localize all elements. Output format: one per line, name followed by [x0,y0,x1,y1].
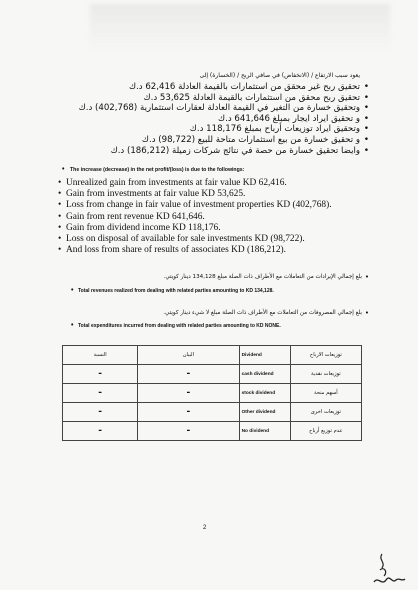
row-label-ar: عدم توزيع أرباح [290,422,361,441]
value-cell: - [186,426,191,436]
table-row [63,422,362,441]
arabic-item: • وايضا تحقيق خسارة من حصة في نتائج شركات زميلة (186,212) د.ك [60,146,360,157]
related-expenditures-arabic: • بلغ إجمالي المصروفات من التعاملات مع الأطراف ذات الصلة مبلغ لا شيء دينار كويتي. [163,310,362,316]
handwritten-signature [368,548,408,588]
value-cell: - [186,388,191,398]
value-cell: - [186,369,191,379]
header-dividend-en: Dividend [239,346,290,365]
english-item: • And loss from share of results of associates KD (186,212). [58,245,332,256]
percent-cell: - [98,426,102,436]
percent-cell: - [98,388,102,398]
english-intro: • The increase (decrease) in the net profit/(loss) is due to the followings: [70,167,244,173]
header-dividend-ar: توزيعات الارباح [290,346,361,365]
related-expenditures-english: • Total expenditures incurred from dealing with related parties amounting to KD NONE. [78,323,281,329]
row-label-ar: أسهم منحة [290,384,361,403]
english-item: • Loss from change in fair value of investment properties KD (402,768). [58,200,332,211]
faded-header-area [90,4,390,48]
arabic-item: • وتحقيق ايراد توزيعات أرباح بمبلغ 118,176 د.ك [60,124,360,135]
arabic-intro: يعود سبب الارتفاع / (الانخفاض) في صافي الربح / (الخسارة) إلى [199,72,360,79]
row-label-en: stock dividend [239,384,290,403]
percent-cell: - [98,369,102,379]
english-item: • Loss on disposal of available for sale investments KD (98,722). [58,234,332,245]
row-label-en: cash dividend [239,365,290,384]
english-item: • Unrealized gain from investments at fair value KD 62,416. [58,178,332,189]
table-row [63,384,362,403]
header-statement: البيان [138,346,239,365]
english-item: • Gain from rent revenue KD 641,646. [58,212,332,223]
english-profit-explanation [58,178,332,256]
row-label-en: No dividend [239,422,290,441]
table-row [63,365,362,384]
arabic-item: • تحقيق ربح محقق من استثمارات بالقيمة العادلة 53,625 د.ك [60,93,360,104]
row-label-ar: توزيعات اخرى [290,403,361,422]
table-row [63,403,362,422]
related-revenues-english: • Total revenues realized from dealing with related parties amounting to KD 134,128. [78,288,274,294]
arabic-item: • تحقيق ربح غير محقق من استثمارات بالقيمة العادلة 62,416 د.ك [60,82,360,93]
english-item: • Gain from dividend income KD 118,176. [58,223,332,234]
arabic-item: • و تحقيق ايراد ايجار بمبلغ 641,646 د.ك [60,114,360,125]
percent-cell: - [98,407,102,417]
page-number: 2 [203,525,207,531]
row-label-en: Other dividend [239,403,290,422]
dividends-table [62,345,362,441]
related-revenues-arabic: • بلغ إجمالي الإيرادات من التعاملات مع الأطراف ذات الصلة مبلغ 134,128 دينار كويتي. [164,274,362,280]
english-item: • Gain from investments at fair value KD 53,625. [58,189,332,200]
value-cell: - [186,407,191,417]
arabic-item: • وتحقيق خسارة من التغير في القيمة العادلة لعقارات استثمارية (402,768) د.ك [60,103,360,114]
arabic-item: • و تحقيق خسارة من بيع استثمارات متاحة للبيع (98,722) د.ك [60,135,360,146]
arabic-profit-explanation [60,72,360,156]
row-label-ar: توزيعات نقدية [290,365,361,384]
header-percent: النسبة [63,346,138,365]
table-header-row [63,346,362,365]
